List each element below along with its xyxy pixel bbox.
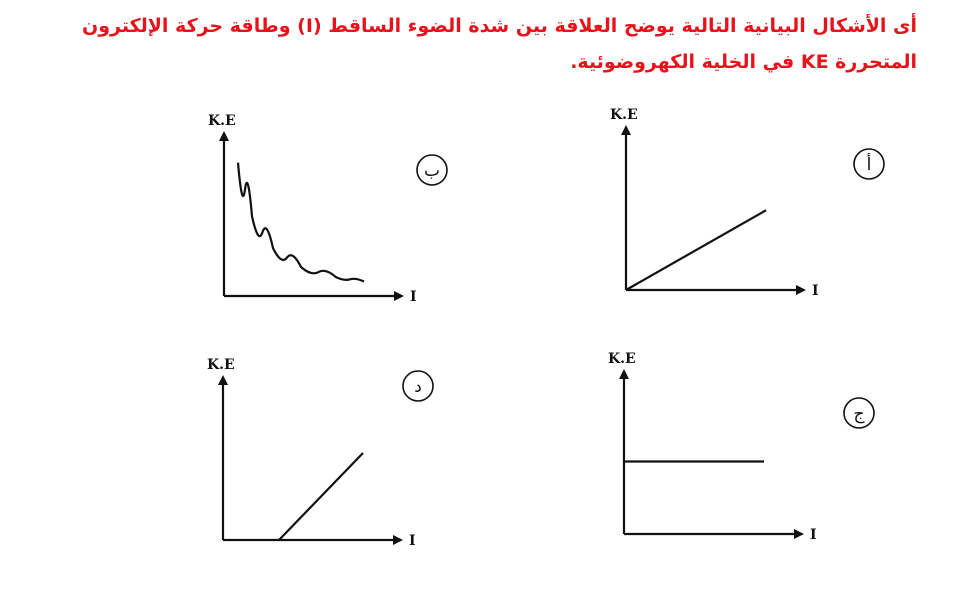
question-line-2: المتحررة KE في الخلية الكهروضوئية.	[570, 51, 917, 73]
option-badge-label: ب	[423, 161, 441, 181]
y-axis-label: K.E	[208, 113, 236, 129]
y-axis-label: K.E	[610, 107, 638, 123]
graph-1	[610, 107, 884, 299]
x-axis-arrow	[796, 285, 806, 295]
y-axis-arrow	[218, 375, 228, 385]
graph-2	[208, 113, 447, 305]
y-axis-label: K.E	[608, 351, 636, 367]
option-badge-label: د	[414, 377, 422, 397]
x-axis-arrow	[394, 291, 404, 301]
y-axis-label: K.E	[207, 357, 235, 373]
data-line	[279, 453, 363, 540]
x-axis-label: I	[812, 283, 819, 299]
data-line	[626, 210, 766, 290]
y-axis-arrow	[621, 125, 631, 135]
question-line-1: أى الأشكال البيانية التالية يوضح العلاقة بين شدة الضوء الساقط (I) وطاقة حركة الإلكترون	[81, 15, 917, 37]
x-axis-label: I	[410, 289, 417, 305]
y-axis-arrow	[219, 131, 229, 141]
x-axis-arrow	[794, 529, 804, 539]
y-axis-arrow	[619, 369, 629, 379]
x-axis-label: I	[409, 533, 416, 549]
x-axis-label: I	[810, 527, 817, 543]
graph-4	[207, 357, 433, 549]
data-line	[238, 163, 364, 282]
option-badge-label: أ	[866, 155, 872, 175]
graph-3	[608, 351, 874, 543]
x-axis-arrow	[393, 535, 403, 545]
option-badge-label: ج	[853, 404, 865, 424]
